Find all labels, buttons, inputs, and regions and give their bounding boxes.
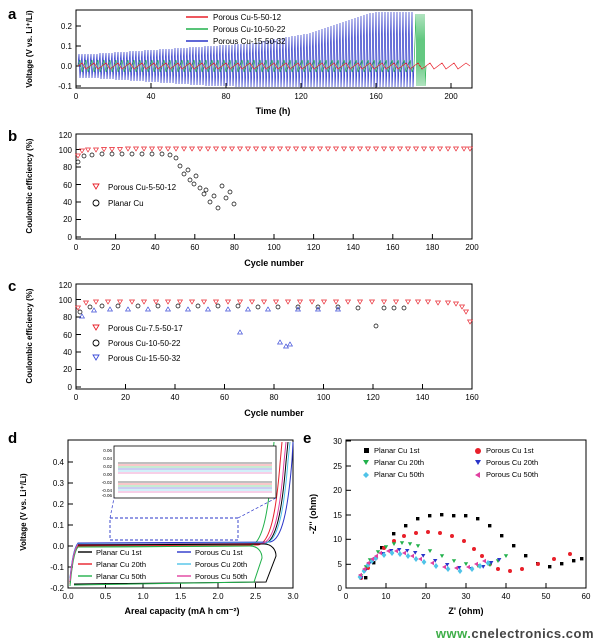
legend-d-item-2: Planar Cu 50th [96, 572, 147, 581]
svg-text:0.2: 0.2 [52, 500, 64, 509]
panel-label-c: c [8, 278, 17, 295]
svg-text:120: 120 [366, 393, 380, 402]
svg-text:-0.1: -0.1 [50, 563, 64, 572]
svg-text:0: 0 [337, 584, 342, 593]
svg-text:-0.04: -0.04 [101, 488, 112, 493]
svg-text:10: 10 [333, 535, 342, 544]
svg-text:20: 20 [333, 486, 342, 495]
panel-c [18, 276, 488, 426]
svg-text:140: 140 [346, 243, 360, 252]
legend-d-item-4: Porous Cu 20th [195, 560, 248, 569]
svg-text:-0.2: -0.2 [50, 584, 64, 593]
legend-d-item-5: Porous Cu 50th [195, 572, 248, 581]
svg-text:140: 140 [415, 393, 430, 402]
svg-text:160: 160 [465, 393, 479, 402]
svg-text:180: 180 [425, 243, 440, 252]
axis-label-e-x: Z' (ohm) [448, 606, 484, 616]
legend-e-item-0: Planar Cu 1st [374, 446, 420, 455]
svg-text:120: 120 [294, 92, 308, 101]
chart-e [306, 432, 598, 640]
axis-label-d-x: Areal capacity (mA h cm⁻²) [124, 606, 240, 616]
svg-text:20: 20 [111, 243, 121, 252]
axis-label-e-y: -Z'' (ohm) [308, 493, 318, 535]
svg-text:1.0: 1.0 [137, 592, 149, 601]
svg-text:160: 160 [386, 243, 400, 252]
svg-text:-0.06: -0.06 [101, 493, 112, 498]
svg-text:200: 200 [465, 243, 479, 252]
svg-text:0: 0 [343, 592, 349, 601]
svg-text:120: 120 [58, 281, 72, 290]
svg-text:0: 0 [67, 233, 72, 242]
legend-e-item-5: Porous Cu 50th [486, 470, 539, 479]
legend-d-item-3: Porous Cu 1st [195, 548, 243, 557]
svg-text:30: 30 [333, 437, 342, 446]
svg-text:0.5: 0.5 [99, 592, 112, 601]
svg-text:120: 120 [306, 243, 321, 252]
legend-c-item-0: Porous Cu-7.5-50-17 [108, 324, 183, 333]
svg-text:20: 20 [63, 215, 72, 224]
svg-text:25: 25 [333, 462, 342, 471]
svg-text:200: 200 [444, 92, 458, 101]
svg-text:0.02: 0.02 [103, 464, 112, 469]
legend-e-item-2: Planar Cu 20th [374, 458, 425, 467]
svg-text:40: 40 [150, 243, 160, 252]
svg-text:0.1: 0.1 [52, 521, 64, 530]
svg-text:0.3: 0.3 [52, 479, 64, 488]
watermark [436, 626, 594, 641]
svg-text:20: 20 [121, 393, 130, 402]
svg-text:60: 60 [63, 331, 72, 340]
panel-b [18, 126, 488, 276]
legend-b-item-0: Porous Cu-5-50-12 [108, 183, 177, 192]
legend-a-item-1: Porous Cu-10-50-22 [213, 25, 286, 34]
legend-a-item-0: Porous Cu-5-50-12 [213, 13, 282, 22]
svg-text:20: 20 [63, 365, 72, 374]
svg-text:60: 60 [581, 592, 591, 601]
axis-label-d-y: Voltage (V vs. Li⁺/Li) [19, 473, 28, 551]
svg-text:50: 50 [541, 592, 551, 601]
panel-label-d: d [8, 430, 18, 447]
svg-text:0.2: 0.2 [60, 22, 72, 31]
panel-d [14, 432, 304, 640]
svg-text:0.06: 0.06 [103, 448, 112, 453]
panel-e [306, 432, 598, 640]
svg-text:160: 160 [369, 92, 383, 101]
watermark-grey: cnelectronics.com [471, 626, 594, 641]
svg-text:0.0: 0.0 [52, 542, 64, 551]
svg-text:0: 0 [73, 243, 79, 252]
legend-d-item-1: Planar Cu 20th [96, 560, 147, 569]
svg-text:0.1: 0.1 [60, 42, 72, 51]
svg-text:40: 40 [63, 198, 72, 207]
svg-text:40: 40 [63, 348, 72, 357]
svg-text:2.0: 2.0 [212, 592, 224, 601]
svg-text:120: 120 [58, 131, 72, 140]
svg-text:5: 5 [337, 560, 342, 569]
svg-text:100: 100 [58, 296, 72, 305]
svg-text:20: 20 [421, 592, 431, 601]
svg-text:40: 40 [170, 393, 180, 402]
svg-text:0: 0 [73, 92, 79, 101]
svg-text:40: 40 [146, 92, 156, 101]
legend-e-item-1: Porous Cu 1st [486, 446, 534, 455]
legend-d-item-0: Planar Cu 1st [96, 548, 142, 557]
svg-text:30: 30 [461, 592, 471, 601]
panel-label-b: b [8, 128, 18, 145]
axis-label-b-y: Coulombic efficiency (%) [25, 138, 34, 234]
svg-text:10: 10 [381, 592, 391, 601]
svg-text:-0.1: -0.1 [58, 82, 72, 91]
axis-label-b-x: Cycle number [244, 258, 304, 268]
svg-text:0: 0 [73, 393, 79, 402]
axis-label-c-x: Cycle number [244, 408, 304, 418]
svg-text:60: 60 [190, 243, 200, 252]
panel-label-e: e [303, 430, 312, 447]
svg-text:0.4: 0.4 [52, 458, 64, 467]
panel-a [18, 4, 488, 122]
svg-text:100: 100 [267, 243, 281, 252]
svg-text:0.0: 0.0 [60, 62, 72, 71]
legend-e-item-3: Porous Cu 20th [486, 458, 539, 467]
legend-c-item-1: Porous Cu-10-50-22 [108, 339, 181, 348]
svg-text:15: 15 [333, 511, 342, 520]
svg-text:2.5: 2.5 [249, 592, 262, 601]
watermark-green: www. [435, 626, 472, 641]
svg-text:40: 40 [501, 592, 511, 601]
legend-c-item-2: Porous Cu-15-50-32 [108, 354, 181, 363]
svg-text:0.00: 0.00 [103, 472, 112, 477]
svg-text:80: 80 [269, 393, 279, 402]
chart-c [18, 276, 488, 426]
svg-text:1.5: 1.5 [174, 592, 187, 601]
axis-label-a-y: Voltage (V vs. Li⁺/Li) [25, 10, 34, 88]
svg-text:60: 60 [220, 393, 229, 402]
legend-e-item-4: Planar Cu 50th [374, 470, 425, 479]
svg-text:100: 100 [316, 393, 331, 402]
svg-text:100: 100 [58, 146, 72, 155]
chart-d [14, 432, 304, 640]
chart-b [18, 126, 488, 276]
svg-text:3.0: 3.0 [287, 592, 299, 601]
legend-b-item-1: Planar Cu [108, 199, 144, 208]
svg-text:80: 80 [63, 163, 72, 172]
svg-text:-0.02: -0.02 [101, 480, 112, 485]
svg-text:80: 80 [221, 92, 231, 101]
axis-label-c-y: Coulombic efficiency (%) [25, 288, 34, 384]
svg-text:80: 80 [229, 243, 239, 252]
legend-a-item-2: Porous Cu-15-50-32 [213, 37, 286, 46]
chart-a [18, 4, 488, 122]
svg-text:80: 80 [63, 313, 72, 322]
svg-text:0: 0 [67, 383, 72, 392]
svg-text:60: 60 [63, 181, 72, 190]
svg-text:0.04: 0.04 [103, 456, 112, 461]
panel-label-a: a [8, 6, 17, 23]
svg-text:0.0: 0.0 [62, 592, 74, 601]
axis-label-a-x: Time (h) [255, 106, 291, 116]
